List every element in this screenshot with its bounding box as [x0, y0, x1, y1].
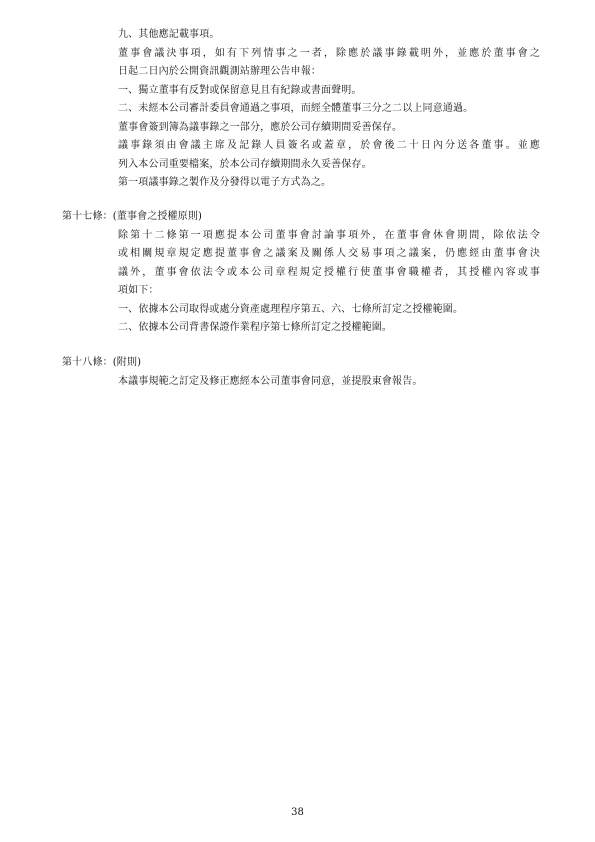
section9-line-8: 第一項議事錄之製作及分發得以電子方式為之。 [118, 177, 332, 188]
article17-heading: 第十七條：(董事會之授權原則) [62, 211, 203, 222]
section9-line-1: 董事會議決事項，如有下列情事之一者，除應於議事錄載明外，並應於董事會之 [118, 48, 540, 59]
article17-line-1: 除第十二條第一項應提本公司董事會討論事項外，在董事會休會期間，除依法令 [118, 230, 540, 241]
article18-line-1: 本議事規範之訂定及修正應經本公司董事會同意，並提股東會報告。 [118, 376, 423, 387]
article17-line-5: 一、依據本公司取得或處分資產處理程序第五、六、七條所訂定之授權範圍。 [118, 304, 464, 315]
section9-line-3: 一、獨立董事有反對或保留意見且有紀錄或書面聲明。 [118, 85, 362, 96]
article17-line-3: 議外，董事會依法令或本公司章程規定授權行使董事會職權者，其授權內容或事 [118, 267, 540, 278]
section9-line-6: 議事錄須由會議主席及記錄人員簽名或蓋章，於會後二十日內分送各董事。並應 [118, 140, 540, 151]
article18-heading: 第十八條：(附則) [62, 357, 142, 368]
section9-line-2: 日起二日內於公開資訊觀測站辦理公告申報： [118, 66, 321, 77]
section9-line-7: 列入本公司重要檔案，於本公司存續期間永久妥善保存。 [118, 159, 372, 170]
section9-line-4: 二、未經本公司審計委員會通過之事項，而經全體董事三分之二以上同意通過。 [118, 103, 474, 114]
section9-line-5: 董事會簽到簿為議事錄之一部分，應於公司存續期間妥善保存。 [118, 122, 403, 133]
section9-title: 九、其他應記載事項。 [118, 29, 220, 40]
article17-line-4: 項如下： [118, 285, 159, 296]
article17-line-2: 或相關規章規定應提董事會之議案及關係人交易事項之議案，仍應經由董事會決 [118, 248, 540, 259]
article17-line-6: 二、依據本公司背書保證作業程序第七條所訂定之授權範圍。 [118, 322, 393, 333]
page-number: 38 [291, 807, 304, 818]
